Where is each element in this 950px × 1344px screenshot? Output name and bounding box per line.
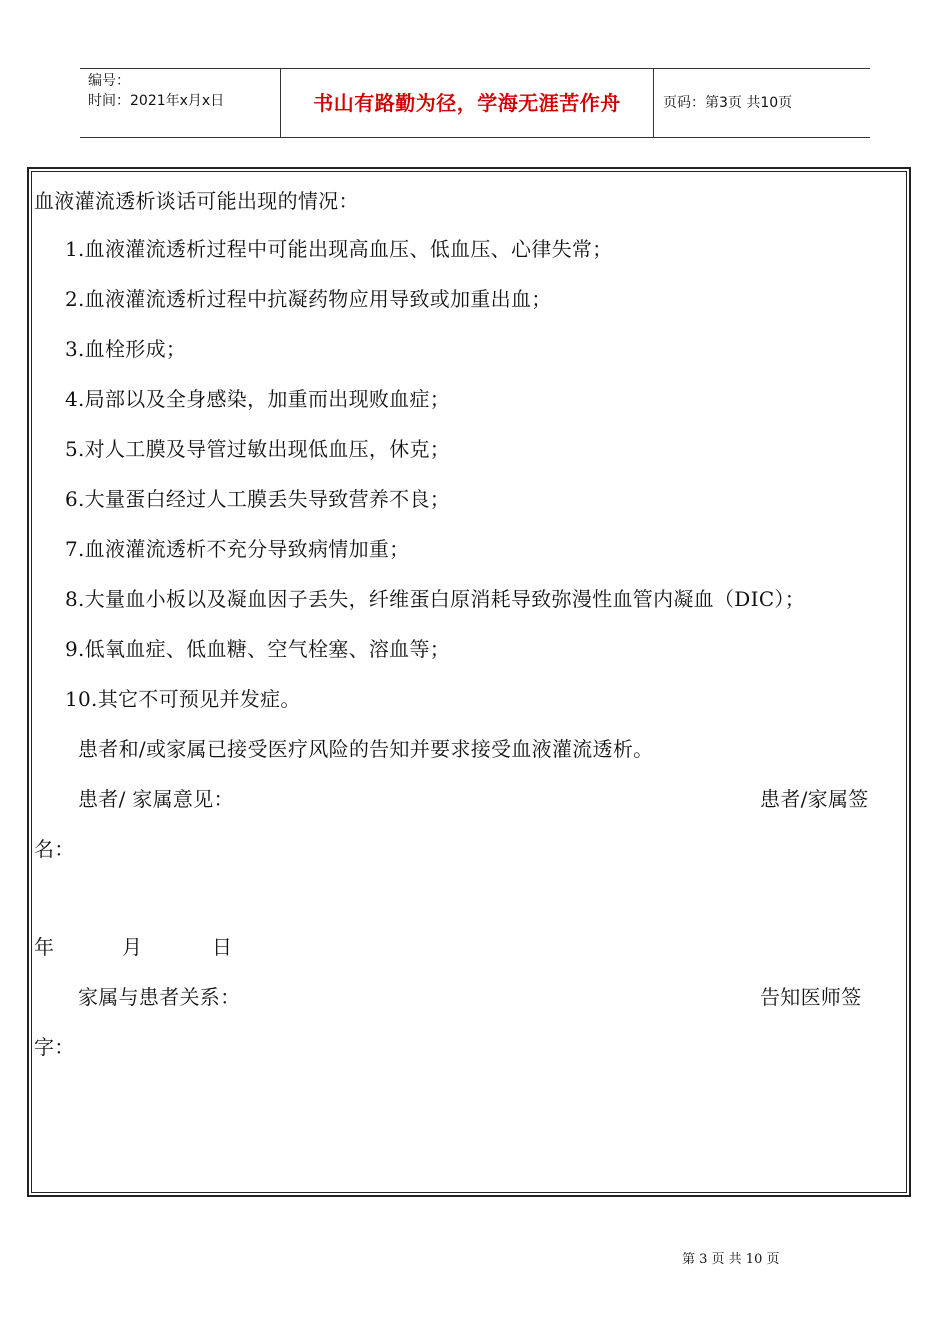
list-item: 10.其它不可预见并发症。 — [65, 687, 301, 711]
document-number-label: 编号： — [88, 73, 130, 89]
list-item: 5.对人工膜及导管过敏出现低血压，休克； — [65, 437, 451, 461]
content-frame-inner — [31, 171, 907, 1193]
list-item: 2.血液灌流透析过程中抗凝药物应用导致或加重出血； — [65, 287, 552, 311]
list-item: 3.血栓形成； — [65, 337, 187, 361]
page-footer: 第 3 页 共 10 页 — [682, 1252, 780, 1267]
header-divider — [653, 69, 654, 137]
document-time-label: 时间：2021年x月x日 — [88, 93, 225, 109]
list-item: 1.血液灌流透析过程中可能出现高血压、低血压、心律失常； — [65, 237, 613, 261]
header-page-code: 页码：第3页 共10页 — [663, 95, 793, 111]
doctor-signature-label: 告知医师签 — [760, 985, 862, 1009]
header-meta — [88, 69, 278, 139]
list-item: 7.血液灌流透析不充分导致病情加重； — [65, 537, 410, 561]
list-item: 9.低氧血症、低血糖、空气栓塞、溶血等； — [65, 637, 451, 661]
intro-text: 血液灌流透析谈话可能出现的情况： — [34, 189, 359, 213]
document-header — [80, 68, 870, 138]
list-item: 8.大量血小板以及凝血因子丢失，纤维蛋白原消耗导致弥漫性血管内凝血（DIC）； — [65, 587, 806, 611]
consent-statement: 患者和/或家属已接受医疗风险的告知并要求接受血液灌流透析。 — [78, 737, 654, 761]
date-year-label: 年 — [34, 935, 55, 959]
signature-label-cont: 名： — [34, 837, 75, 861]
relation-label: 家属与患者关系： — [78, 985, 241, 1009]
date-month-label: 月 — [122, 935, 143, 959]
opinion-label: 患者/ 家属意见： — [78, 787, 234, 811]
doctor-signature-label-cont: 字： — [34, 1035, 75, 1059]
list-item: 6.大量蛋白经过人工膜丢失导致营养不良； — [65, 487, 451, 511]
header-motto: 书山有路勤为径，学海无涯苦作舟 — [313, 91, 621, 115]
signature-label: 患者/家属签 — [760, 787, 869, 811]
list-item: 4.局部以及全身感染，加重而出现败血症； — [65, 387, 451, 411]
date-day-label: 日 — [212, 935, 233, 959]
